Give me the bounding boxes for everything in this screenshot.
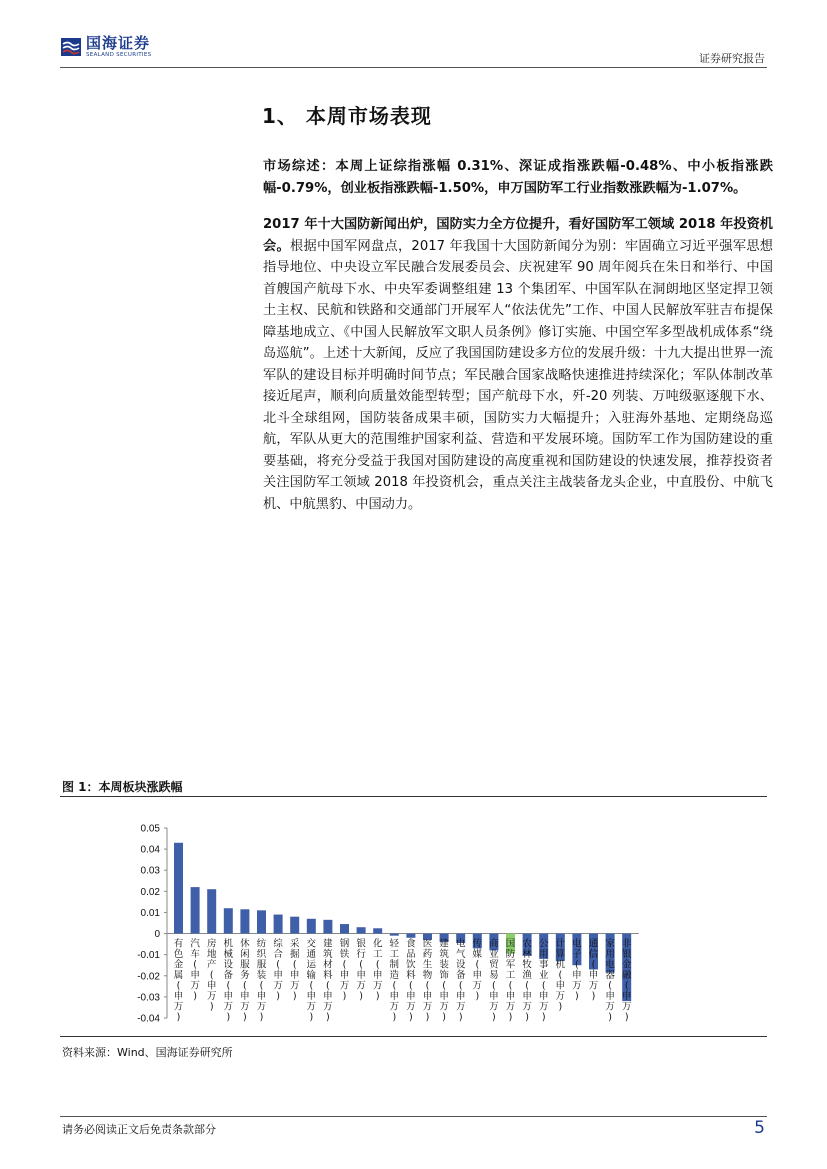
y-tick-label: 0 xyxy=(154,929,160,941)
page-number: 5 xyxy=(754,1118,765,1138)
bar xyxy=(257,910,266,933)
company-logo xyxy=(60,36,151,59)
y-tick-label: 0.02 xyxy=(140,886,160,898)
category-label: 轻工制造(申万) xyxy=(389,938,400,1024)
category-label: 化工(申万) xyxy=(372,938,383,1003)
category-label: 通信(申万) xyxy=(588,938,599,1003)
body-text: 根据中国军网盘点，2017 年我国十大国防新闻分为别：牢固确立习近平强军思想指导地位、中央设立军民融合发展委员会、庆祝建军 90 周年阅兵在朱日和举行、中国首艘国产航母下水、中央军委调整组建 13 个集团军、中国军队在洞朗地区坚定捍卫领土主权、民航和铁路和交通部门开展军人“依法优先”工作、中国人民解放军驻吉布提保障基地成立、《中国人民解放军文职人员条例》修订实施、中国空军多型战机成体系“绕岛巡航”。上述十大新闻，反应了我国国防建设多方位的发展升级：十九大提出世界一流军队的建设目标并明确时间节点；军民融合国家战略快速推进持续深化；军队体制改革接近尾声，顺利向质量效能型转型；国产航母下水，歼-20 列装、万吨级驱逐舰下水、北斗全球组网，国防装备成果丰硕，国防实力大幅提升；入驻海外基地、定期绕岛巡航，军队从更大的范围维护国家利益、营造和平发展环境。国防军工作为国防建设的重要基础，将充分受益于我国对国防建设的高度重视和国防建设的快速发展，推荐投资者关注国防军工领域 2018 年投资机会，重点关注主战装备龙头企业，中直股份、中航飞机、中航黑豹、中国动力。 xyxy=(263,238,773,512)
category-label: 公用事业(申万) xyxy=(538,938,549,1024)
category-label: 建筑装饰(申万) xyxy=(439,938,449,1024)
bar xyxy=(390,934,399,936)
figure-source: 资料来源：Wind、国海证券研究所 xyxy=(62,1046,233,1059)
bar xyxy=(240,909,249,933)
body-lead: 2017 年十大国防新闻出炉，国防实力全方位提升，看好国防军工领域 2018 年投资机会。 xyxy=(263,217,773,254)
figure-title: 图 1：本周板块涨跌幅 xyxy=(62,780,183,794)
y-tick-label: -0.03 xyxy=(137,992,160,1004)
y-tick-label: -0.02 xyxy=(137,971,160,983)
category-label: 综合(申万) xyxy=(273,938,283,1003)
category-label: 农林牧渔(申万) xyxy=(522,938,532,1024)
bar xyxy=(373,928,382,933)
category-label: 汽车(申万) xyxy=(190,938,200,1003)
category-label: 商业贸易(申万) xyxy=(489,938,499,1024)
category-label: 医药生物(申万) xyxy=(422,938,433,1024)
bar xyxy=(340,924,349,934)
header-divider xyxy=(60,67,767,68)
sector-performance-chart xyxy=(60,805,767,1033)
y-tick-label: -0.01 xyxy=(137,950,160,962)
category-label: 电气设备(申万) xyxy=(455,938,466,1024)
category-label: 有色金属(申万) xyxy=(173,938,184,1024)
bar xyxy=(207,889,216,933)
y-tick-label: 0.01 xyxy=(140,907,160,919)
footer-divider xyxy=(60,1116,767,1117)
bar xyxy=(357,927,366,933)
category-label: 传媒(申万) xyxy=(472,938,483,1003)
category-label: 家用电器(申万) xyxy=(605,938,615,1024)
bar xyxy=(174,843,183,934)
category-label: 交通运输(申万) xyxy=(306,938,317,1024)
bar xyxy=(290,917,299,934)
bar xyxy=(323,920,332,934)
sealand-logo-icon xyxy=(60,36,82,58)
category-label: 计算机(申万) xyxy=(555,938,566,1013)
category-label: 采掘(申万) xyxy=(289,938,300,1003)
bar xyxy=(307,919,316,934)
disclaimer-notice: 请务必阅读正文后免责条款部分 xyxy=(62,1123,216,1136)
y-tick-label: 0.05 xyxy=(140,823,160,835)
figure-top-rule xyxy=(60,796,767,797)
category-label: 建筑材料(申万) xyxy=(323,938,333,1024)
y-tick-label: 0.04 xyxy=(140,844,160,856)
category-label: 电子(申万) xyxy=(572,938,582,1003)
category-label: 国防军工(申万) xyxy=(505,938,516,1024)
body-paragraph xyxy=(263,214,773,515)
logo-english-name: SEALAND SECURITIES xyxy=(86,52,152,58)
category-label: 银行(申万) xyxy=(356,938,366,1003)
category-label: 房地产(申万) xyxy=(206,938,217,1013)
figure-bottom-rule xyxy=(60,1036,767,1037)
market-summary: 市场综述：本周上证综指涨幅 0.31%、深证成指涨跌幅-0.48%、中小板指涨跌幅-0.79%，创业板指涨跌幅-1.50%，申万国防军工行业指数涨跌幅为-1.07%。 xyxy=(263,159,773,196)
category-label: 非银金融(申万) xyxy=(621,938,632,1024)
bar xyxy=(406,934,415,938)
y-tick-label: -0.04 xyxy=(137,1013,160,1025)
bar xyxy=(191,887,200,933)
category-label: 钢铁(申万) xyxy=(339,938,350,1003)
category-label: 食品饮料(申万) xyxy=(406,938,416,1024)
category-label: 纺织服装(申万) xyxy=(256,938,267,1024)
logo-chinese-name: 国海证券 xyxy=(86,34,151,52)
bar xyxy=(274,915,283,934)
category-label: 机械设备(申万) xyxy=(223,938,234,1024)
report-type-label: 证券研究报告 xyxy=(699,52,765,65)
bar xyxy=(224,908,233,933)
y-tick-label: 0.03 xyxy=(140,865,160,877)
section-title: 1、 本周市场表现 xyxy=(262,104,432,128)
category-label: 休闲服务(申万) xyxy=(240,938,250,1024)
